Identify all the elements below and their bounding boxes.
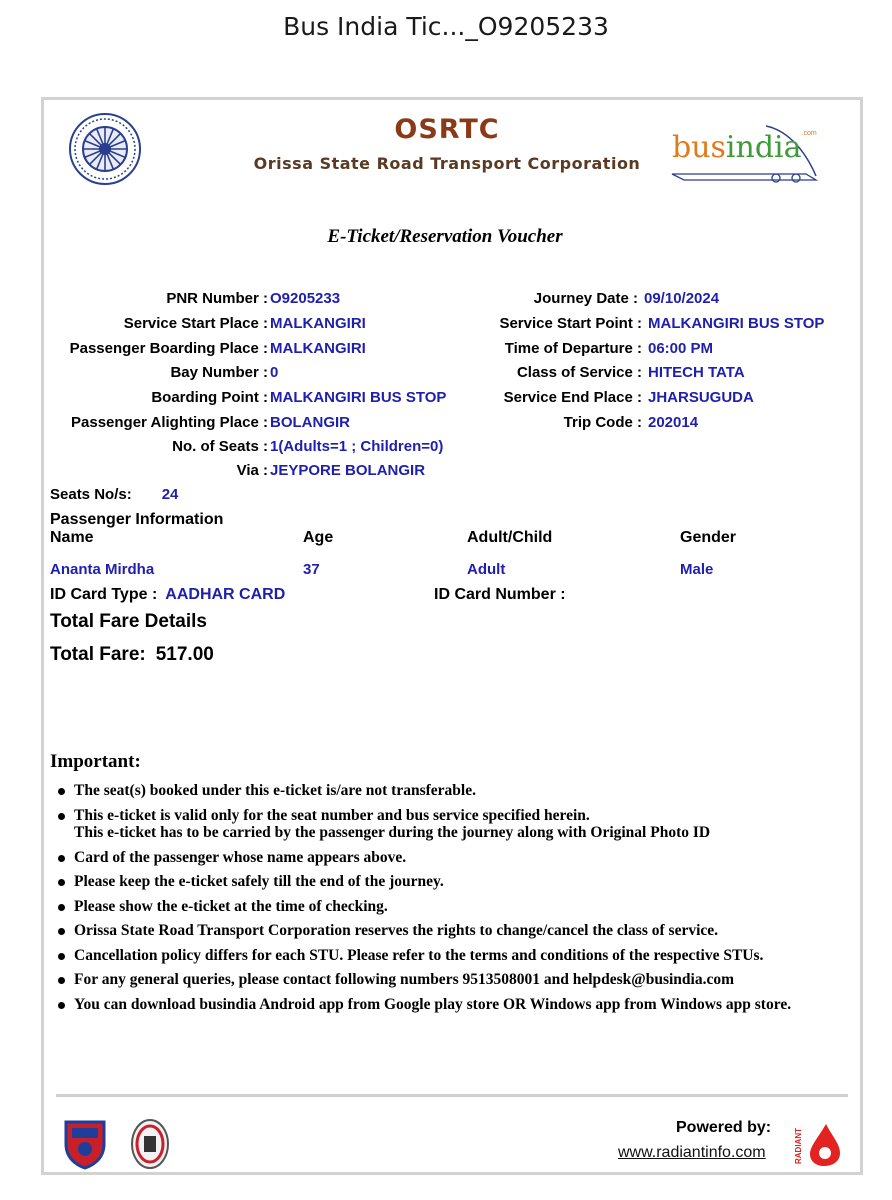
col-header-name: Name [50, 529, 94, 546]
service-end-place-label: Service End Place : [503, 389, 642, 406]
note-item: Please show the e-ticket at the time of checking. [56, 898, 856, 916]
busindia-logo-text [672, 130, 817, 165]
via-row [44, 462, 474, 482]
shield-emblem-icon [64, 1118, 106, 1170]
state-emblem-icon [130, 1118, 170, 1170]
no-of-seats-value: 1(Adults=1 ; Children=0) [270, 438, 444, 455]
org-abbreviation: OSRTC [394, 114, 500, 145]
note-item: Card of the passenger whose name appears above. [56, 849, 856, 867]
pnr-label: PNR Number : [166, 290, 268, 307]
service-start-point-label: Service Start Point : [499, 315, 642, 332]
id-card-number-label: ID Card Number : [434, 586, 566, 603]
note-item: Cancellation policy differs for each STU. Please refer to the terms and conditions of the respective STUs. [56, 947, 856, 965]
bay-number-row [44, 364, 474, 384]
boarding-point-value: MALKANGIRI BUS STOP [270, 389, 447, 406]
voucher-title: E-Ticket/Reservation Voucher [327, 226, 563, 247]
important-title: Important: [50, 751, 141, 772]
bay-number-label: Bay Number : [170, 364, 268, 381]
note-item: For any general queries, please contact following numbers 9513508001 and helpdesk@busindia.com [56, 971, 856, 989]
class-of-service-value: HITECH TATA [648, 364, 745, 381]
passenger-gender: Male [680, 561, 714, 578]
no-of-seats-label: No. of Seats : [172, 438, 268, 455]
alighting-place-label: Passenger Alighting Place : [71, 414, 268, 431]
busindia-com-text: .com [801, 130, 817, 137]
powered-by-label: Powered by: [676, 1119, 772, 1136]
radiant-website-link[interactable]: www.radiantinfo.com [618, 1144, 766, 1161]
id-card-number-row [434, 586, 574, 604]
pnr-row [44, 290, 474, 310]
total-fare-label: Total Fare: [50, 644, 146, 665]
important-notes-list [56, 782, 856, 1020]
trip-code-label: Trip Code : [563, 414, 642, 431]
id-card-type-label: ID Card Type : [50, 586, 158, 603]
pnr-value: O9205233 [270, 290, 341, 307]
journey-date-value: 09/10/2024 [644, 290, 720, 307]
boarding-point-label: Boarding Point : [151, 389, 268, 406]
service-start-place-label: Service Start Place : [123, 315, 268, 332]
departure-time-row [474, 340, 854, 360]
org-full-name: Orissa State Road Transport Corporation [253, 154, 641, 173]
passenger-name: Ananta Mirdha [50, 561, 155, 578]
passenger-type: Adult [467, 561, 506, 578]
departure-time-label: Time of Departure : [504, 340, 642, 357]
note-item: Orissa State Road Transport Corporation reserves the rights to change/cancel the class of service. [56, 922, 856, 940]
no-of-seats-row [44, 438, 474, 458]
seats-value: 24 [161, 486, 179, 503]
col-header-age: Age [303, 529, 334, 546]
id-card-type-row [50, 586, 285, 604]
id-card-type-value: AADHAR CARD [165, 586, 286, 603]
col-header-adult-child: Adult/Child [467, 529, 553, 546]
trip-code-row [474, 414, 854, 434]
document-title: Bus India Tic..._O9205233 [283, 12, 609, 41]
service-start-place-value: MALKANGIRI [270, 315, 366, 332]
service-end-place-value: JHARSUGUDA [648, 389, 754, 406]
fare-details-title: Total Fare Details [50, 611, 207, 632]
seats-row [50, 486, 178, 503]
seats-label: Seats No/s: [50, 486, 132, 503]
busindia-bus-text: bus [672, 130, 726, 165]
boarding-point-row [44, 389, 474, 409]
trip-code-value: 202014 [648, 414, 699, 431]
passenger-info-title: Passenger Information [50, 511, 224, 528]
alighting-place-row [44, 414, 474, 434]
radiant-logo-icon [792, 1120, 848, 1168]
osrtc-seal-icon [68, 112, 142, 186]
note-item: The seat(s) booked under this e-ticket is/are not transferable. [56, 782, 856, 800]
note-item: This e-ticket is valid only for the seat number and bus service specified herein. This e-ticket has to be carried by the passenger during the journey along with Original Photo ID [56, 807, 856, 842]
service-start-point-row [474, 315, 854, 335]
boarding-place-value: MALKANGIRI [270, 340, 366, 357]
class-of-service-row [474, 364, 854, 384]
service-start-place-row [44, 315, 474, 335]
via-value: JEYPORE BOLANGIR [270, 462, 426, 479]
note-item: You can download busindia Android app from Google play store OR Windows app from Windows app store. [56, 996, 856, 1014]
class-of-service-label: Class of Service : [516, 364, 642, 381]
bay-number-value: 0 [270, 364, 279, 381]
total-fare-amount: 517.00 [155, 644, 214, 665]
boarding-place-row [44, 340, 474, 360]
alighting-place-value: BOLANGIR [270, 414, 350, 431]
radiant-logo-text: RADIANT [794, 1128, 803, 1164]
col-header-gender: Gender [680, 529, 737, 546]
note-item: Please keep the e-ticket safely till the end of the journey. [56, 873, 856, 891]
footer-divider [56, 1094, 848, 1097]
e-ticket [41, 97, 863, 1175]
journey-date-label: Journey Date : [533, 290, 638, 307]
boarding-place-label: Passenger Boarding Place : [69, 340, 268, 357]
service-end-place-row [474, 389, 854, 409]
total-fare-row [50, 644, 214, 666]
journey-date-row [474, 290, 854, 310]
busindia-india-text: india [725, 130, 802, 165]
departure-time-value: 06:00 PM [648, 340, 714, 357]
via-label: Via : [236, 462, 268, 479]
service-start-point-value: MALKANGIRI BUS STOP [648, 315, 825, 332]
passenger-age: 37 [303, 561, 320, 578]
